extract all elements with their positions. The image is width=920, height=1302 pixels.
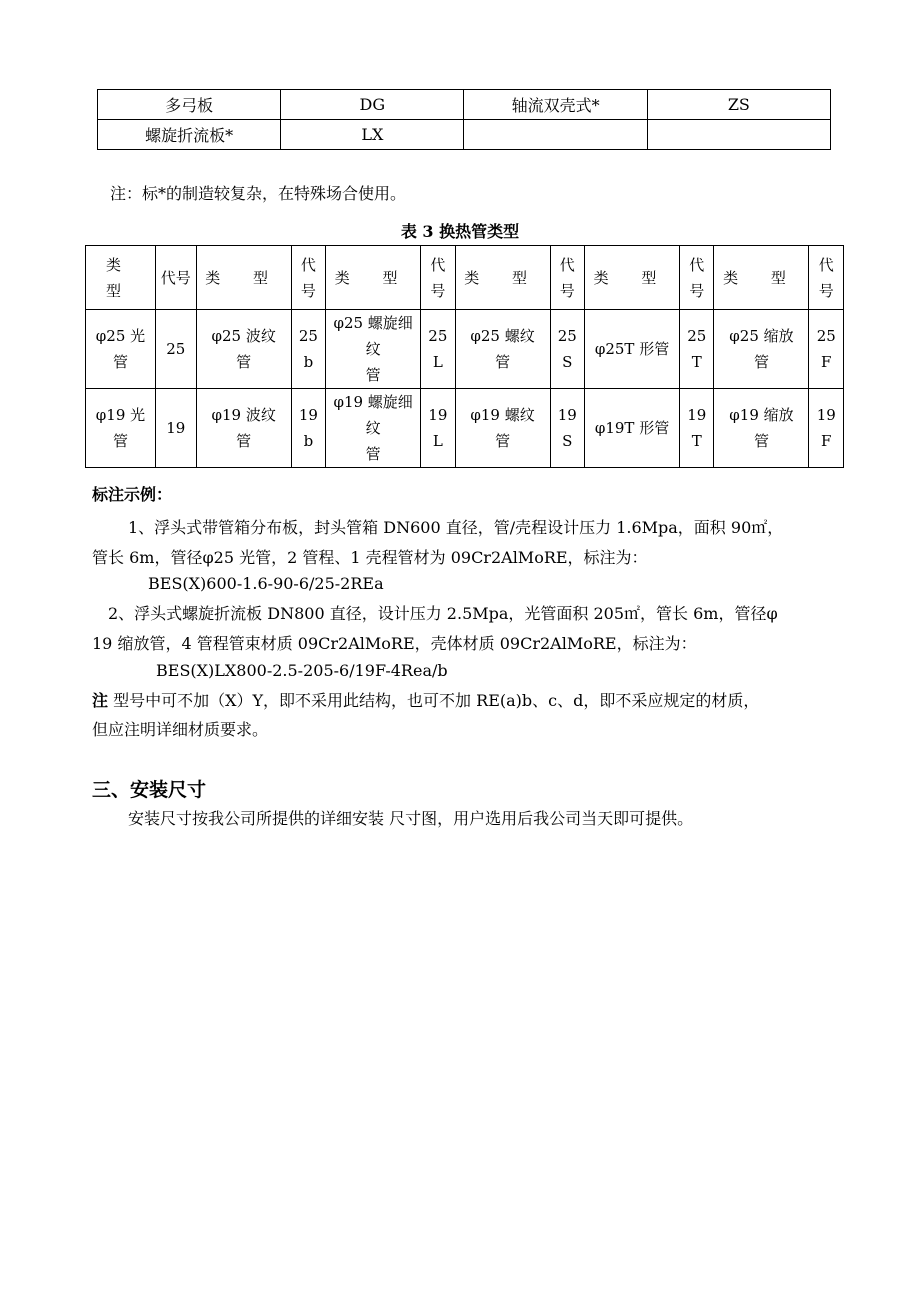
table-row [86, 310, 844, 389]
table-cell: 19 b [291, 389, 325, 468]
table-header-row [86, 246, 844, 310]
table-cell: 25 T [680, 310, 714, 389]
table-row [98, 120, 831, 150]
example-item2-line2: 19 缩放管，4 管程管束材质 09Cr2AlMoRE，壳体材质 09Cr2AlMoRE，标注为： [92, 634, 697, 653]
header-type: 类 型 [714, 246, 809, 310]
example-item1-line2: 管长 6m，管径φ25 光管，2 管程、1 壳程管材为 09Cr2AlMoRE，标注为： [92, 548, 648, 567]
table-cell: φ25 缩放 管 [714, 310, 809, 389]
table-cell: 25 b [291, 310, 325, 389]
header-code: 代 号 [291, 246, 325, 310]
table-cell: ZS [647, 90, 830, 120]
note-text: 型号中可不加（X）Y，即不采用此结构，也可不加 RE(a)b、c、d，即不采应规定的材质， [108, 691, 760, 710]
header-code: 代 号 [421, 246, 455, 310]
header-code: 代号 [155, 246, 196, 310]
header-code: 代 号 [550, 246, 584, 310]
table-row [98, 90, 831, 120]
table-cell: 19 S [550, 389, 584, 468]
table-cell: φ25T 形管 [585, 310, 680, 389]
table-cell: φ19 螺纹 管 [455, 389, 550, 468]
header-type: 类 型 [196, 246, 291, 310]
table-footnote: 注：标*的制造较复杂，在特殊场合使用。 [110, 184, 407, 203]
baffle-type-table [97, 89, 831, 150]
section-heading: 三、安装尺寸 [92, 779, 207, 801]
table-cell: 25 F [809, 310, 844, 389]
tube-type-table [85, 245, 844, 468]
table-cell: φ19T 形管 [585, 389, 680, 468]
header-type: 类 型 [326, 246, 421, 310]
table-cell [647, 120, 830, 150]
table-cell: 19 L [421, 389, 455, 468]
note-label: 注 [92, 691, 109, 710]
table3-caption: 表 3 换热管类型 [400, 222, 520, 241]
example-note-line1 [92, 688, 759, 711]
section-text: 安装尺寸按我公司所提供的详细安装 尺寸图，用户选用后我公司当天即可提供。 [128, 809, 694, 828]
table-cell: 轴流双壳式* [464, 90, 647, 120]
header-type: 类 型 [86, 246, 156, 310]
table-cell: φ19 螺旋细纹 管 [326, 389, 421, 468]
table-cell: φ25 光 管 [86, 310, 156, 389]
table-cell: φ25 波纹 管 [196, 310, 291, 389]
table-cell: 多弓板 [98, 90, 281, 120]
table-cell: φ25 螺旋细纹 管 [326, 310, 421, 389]
table-cell: φ19 缩放 管 [714, 389, 809, 468]
table-cell: 19 F [809, 389, 844, 468]
table-cell: 25 L [421, 310, 455, 389]
table-cell: DG [281, 90, 464, 120]
table-cell: LX [281, 120, 464, 150]
table-cell: 19 [155, 389, 196, 468]
table-cell: φ25 螺纹 管 [455, 310, 550, 389]
header-code: 代 号 [680, 246, 714, 310]
table-cell: 19 T [680, 389, 714, 468]
header-type: 类 型 [455, 246, 550, 310]
header-code: 代 号 [809, 246, 844, 310]
header-type: 类 型 [585, 246, 680, 310]
example-item2-code: BES(X)LX800-2.5-205-6/19F-4Rea/b [156, 661, 448, 680]
table-cell: 25 S [550, 310, 584, 389]
example-item1-code: BES(X)600-1.6-90-6/25-2REa [148, 574, 384, 593]
table-cell: 螺旋折流板* [98, 120, 281, 150]
table-cell: φ19 光 管 [86, 389, 156, 468]
example-item1-line1: 1、浮头式带管箱分布板，封头管箱 DN600 直径，管/壳程设计压力 1.6Mpa，面积 90㎡， [128, 518, 784, 537]
example-note-line2: 但应注明详细材质要求。 [92, 720, 269, 739]
example-heading: 标注示例： [92, 485, 173, 504]
table-cell [464, 120, 647, 150]
table-cell: φ19 波纹 管 [196, 389, 291, 468]
table-row [86, 389, 844, 468]
table-cell: 25 [155, 310, 196, 389]
example-item2-line1: 2、浮头式螺旋折流板 DN800 直径，设计压力 2.5Mpa，光管面积 205㎡，管长 6m，管径φ [108, 604, 778, 623]
